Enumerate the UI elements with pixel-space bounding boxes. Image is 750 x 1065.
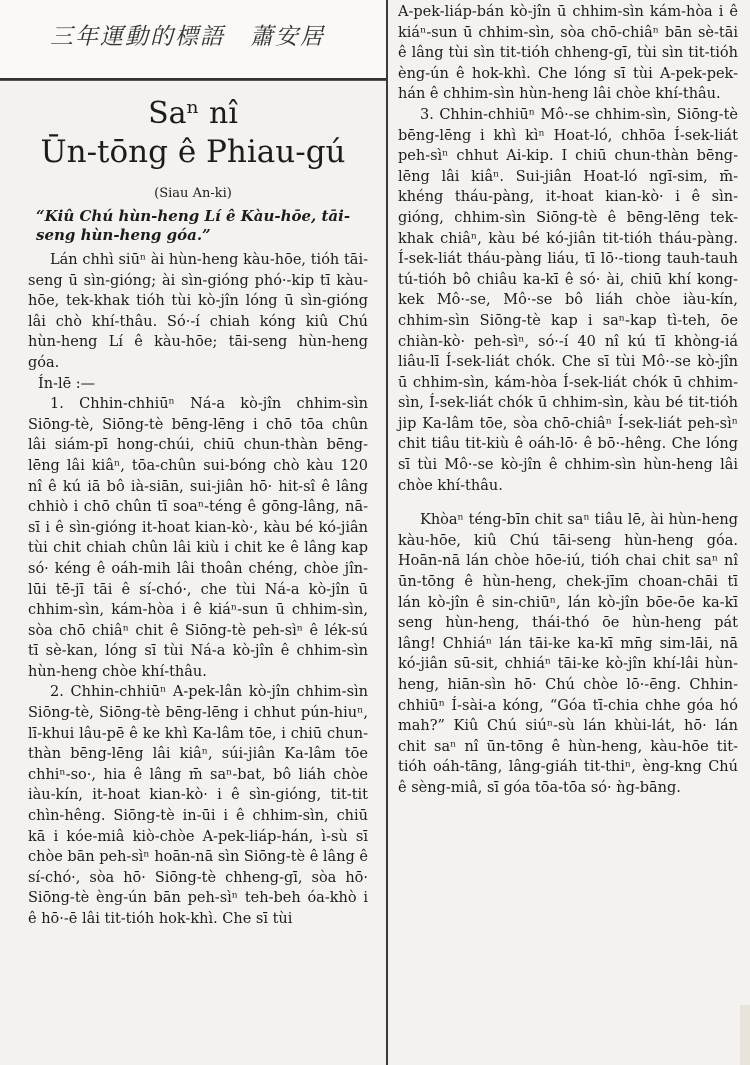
- paragraph-example-2: 2. Chhin-chhiūⁿ A-pek-lân kò-jîn chhim-sìn Siōng-tè, Siōng-tè bēng-lēng i chhut pún-hiuⁿ, lī-khui lâu-pē ê ke khì Ka-lâm tōe, i chiū chun-thàn bēng-lēng lâi kiâⁿ, súi-jiân Ka-lâm tōe chhiⁿ-so·, hia ê lâng m̄ saⁿ-bat, bô liáh chòe iàu-kín, it-hoat kian-kò· i ê sìn-gióng, tit-tit chìn-hêng. Siōng-tè in-ūi i ê chhim-sìn, chiū kā i kóe-miâ kiò-chòe A-pek-liáp-hán, ì-sù sī chòe bān peh-sìⁿ hoān-nā sìn Siōng-tè ê lâng ê sí-chó·, sòa hō· Siōng-tè chheng-gī, sòa hō· Siōng-tè èng-ún bān peh-sìⁿ teh-beh óa-khò i ê hō·-ē lâi tit-tióh hok-khì. Che sī tùi: [28, 684, 369, 927]
- right-body-text: [398, 2, 738, 799]
- article-title-line2: Ūn-tōng ê Phiau-gú: [40, 134, 346, 170]
- paragraph-conclusion: Khòaⁿ téng-bīn chit saⁿ tiâu lē, ài hùn-heng kàu-hōe, kiû Chú tāi-seng hùn-heng góa. Hoān-nā lán chòe hōe-iú, tióh chai chit saⁿ nî ūn-tōng ê hùn-heng, chek-jīm choan-chāi tī lán kò-jîn ê sin-chiūⁿ, lán kò-jîn bōe-ōe ka-kī seng hùn-heng, thái-thó ōe hùn-heng pát lâng! Chhiáⁿ lán tāi-ke ka-kī mn̄g sim-lāi, nā kó-jiân sū-sit, chhiáⁿ tāi-ke kò-jîn khí-lâi hùn-heng, hiān-sìn hō· Chú chòe lō·-ēng. Chhin-chhiūⁿ Í-sài-a kóng, “Góa tī-chia chhe góa hó mah?” Kiû Chú siúⁿ-sù lán khùi-lát, hō· lán chit saⁿ nî ūn-tōng ê hùn-heng, kàu-hōe tit-tióh oáh-tāng, lâng-giáh tit-thiⁿ, èng-kng Chú ê sèng-miâ, sī góa tōa-tōa só· ǹg-bāng.: [398, 512, 738, 796]
- header-rule: [0, 80, 386, 81]
- column-divider: [386, 0, 388, 1065]
- article-title-line1: Saⁿ nî: [148, 96, 238, 131]
- handwritten-note: 三年運動的標語 蕭安居: [0, 0, 386, 80]
- paragraph-example-heading: Ín-lē :—: [38, 375, 96, 392]
- paragraph-intro: Lán chhì siūⁿ ài hùn-heng kàu-hōe, tióh tāi-seng ū sìn-gióng; ài sìn-gióng phó·-kip tī kàu-hōe, tek-khak tióh tùi kò-jîn lóng ū sìn-gióng lâi chò khí-thâu. Só·-í chiah kóng kiû Chú hùn-heng Lí ê kàu-hōe; tāi-seng hùn-heng góa.: [28, 252, 368, 371]
- article-motto: “Kiû Chú hùn-heng Lí ê Kàu-hōe, tāi-seng hùn-heng góa.”: [36, 207, 351, 244]
- paragraph-example-2-cont: A-pek-liáp-bán kò-jîn ū chhim-sìn kám-hòa i ê kiáⁿ-sun ū chhim-sìn, sòa chō-chiâⁿ bān sè-tāi ê lâng tùi sìn tit-tióh chheng-gī, tùi sìn tit-tióh èng-ún ê hok-khì. Che lóng sī tùi A-pek-pek-hán ê chhim-sìn hùn-heng lâi chòe khí-thâu.: [398, 4, 738, 103]
- paragraph-example-1: 1. Chhin-chhiūⁿ Ná-a kò-jîn chhim-sìn Siōng-tè, Siōng-tè bēng-lēng i chō tōa chûn lâi siám-pī hong-chúi, chiū chun-thàn bēng-lēng lâi kiâⁿ, tōa-chûn sui-bóng chò kàu 120 nî ê kú iā bô ià-siān, sui-jiân hō· hit-sî ê lâng chhiò i chō chûn tī soaⁿ-téng ê gōng-lâng, nā-sī i ê sìn-gióng it-hoat kian-kò·, kàu bé kó-jiân tùi chit chiah chûn lâi kiù i chit ke ê lâng kap só· kéng ê oáh-mih lâi thoân chéng, chòe jîn-lūi tē-jī tāi ê sí-chó·, che tùi Ná-a kò-jîn ū chhim-sìn, kám-hòa i ê kiáⁿ-sun ū chhim-sìn, sòa chō chiâⁿ chit ê Siōng-tè peh-sìⁿ ê lék-sú tī sè-kan, lóng sī tùi Ná-a kò-jîn ê chhim-sìn hùn-heng chòe khí-thâu.: [28, 396, 368, 680]
- article-author: (Siau An-ki): [154, 186, 232, 201]
- page-edge: [740, 1005, 750, 1065]
- left-body-text: [28, 250, 368, 930]
- paragraph-example-3: 3. Chhin-chhiūⁿ Mô·-se chhim-sìn, Siōng-tè bēng-lēng i khì kìⁿ Hoat-ló, chhōa Í-sek-liát peh-sìⁿ chhut Ai-kip. I chiū chun-thàn bēng-lēng lâi kiâⁿ. Sui-jiân Hoat-ló ngī-sim, m̄-khéng tháu-pàng, it-hoat kian-kò· i ê sìn-gióng, chhim-sìn Siōng-tè ê bēng-lēng tek-khak chiâⁿ, kàu bé kó-jiân tit-tióh tháu-pàng. Í-sek-liát tháu-pàng liáu, tī lō·-tiong tauh-tauh tú-tióh bô chiâu ka-kī ê só· ài, chiū khí kong-kek Mô·-se, Mô·-se bô liáh chòe iàu-kín, chhim-sìn Siōng-tè kap i saⁿ-kap tì-teh, ōe chiàn-kò· peh-sìⁿ, só·-í 40 nî kú tī khòng-iá liâu-lī Í-sek-liát chók. Che sī tùi Mô·-se kò-jîn ū chhim-sìn, kám-hòa Í-sek-liát chók ū chhim-sìn, Í-sek-liát chók ū chhim-sìn, kàu bé tit-tióh jip Ka-lâm tōe, sòa chō-chiâⁿ Í-sek-liát peh-sìⁿ chit tiâu tit-kiù ê oáh-lō· ê bō·-hêng. Che lóng sī tùi Mô·-se kò-jîn ê chhim-sìn hùn-heng lâi chòe khí-thâu.: [398, 106, 738, 494]
